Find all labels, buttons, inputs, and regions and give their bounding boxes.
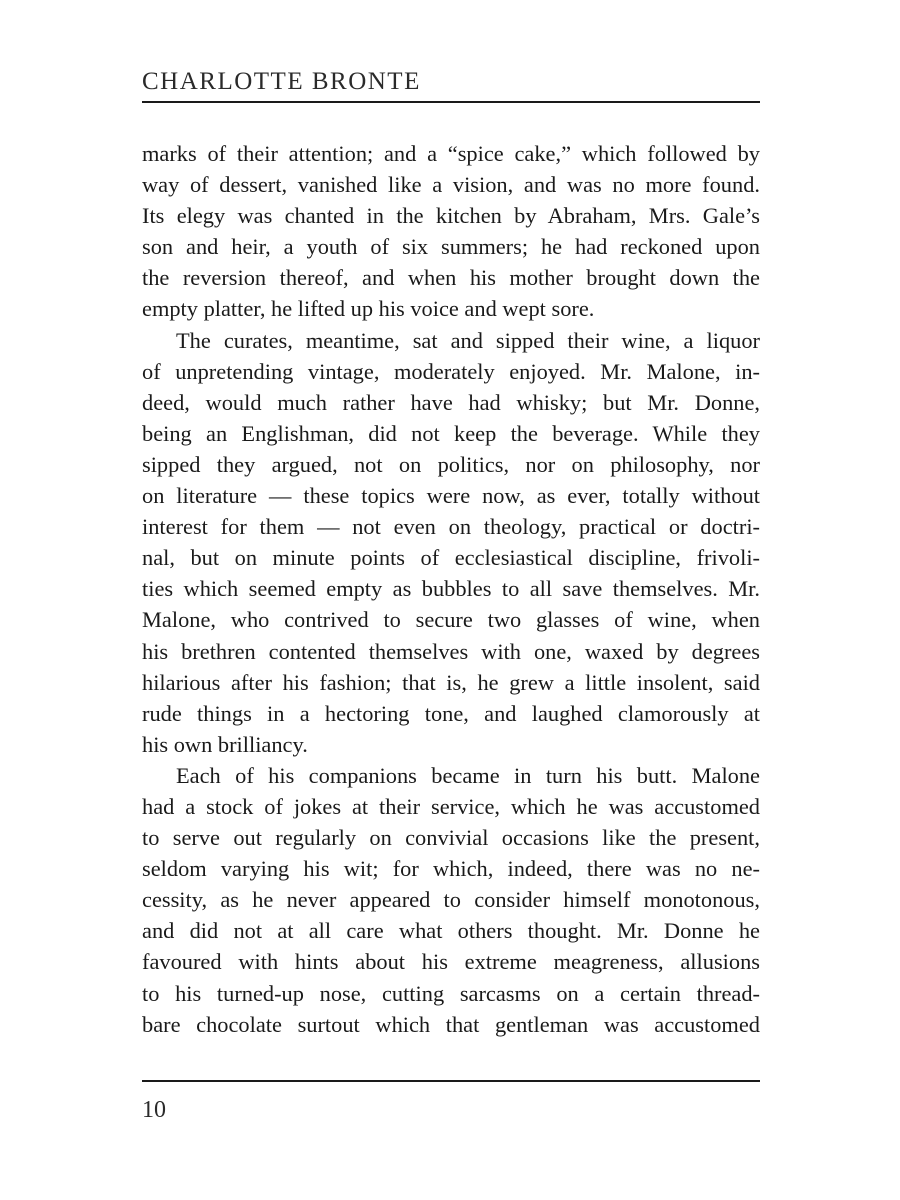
- text-line: ties which seemed empty as bubbles to all save themselves. Mr.: [142, 576, 760, 602]
- text-line: bare chocolate surtout which that gentleman was accustomed: [142, 1011, 760, 1037]
- book-page: [142, 0, 760, 1200]
- text-line: Each of his companions became in turn his butt. Malone: [176, 762, 760, 788]
- text-line: Malone, who contrived to secure two glasses of wine, when: [142, 607, 760, 633]
- text-line: deed, would much rather have had whisky; but Mr. Donne,: [142, 389, 760, 415]
- text-line: interest for them — not even on theology, practical or doctri-: [142, 514, 760, 540]
- text-line: The curates, meantime, sat and sipped their wine, a liquor: [176, 327, 760, 353]
- text-line: had a stock of jokes at their service, which he was accustomed: [142, 793, 760, 819]
- text-line: marks of their attention; and a “spice cake,” which followed by: [142, 141, 760, 166]
- text-line: cessity, as he never appeared to consider himself monotonous,: [142, 887, 760, 913]
- text-line: son and heir, a youth of six summers; he had reckoned upon: [142, 234, 760, 260]
- running-head-title: CHARLOTTE BRONTE: [142, 68, 421, 95]
- text-line: hilarious after his fashion; that is, he grew a little insolent, said: [142, 669, 760, 695]
- page-number: 10: [142, 1097, 166, 1123]
- text-line: seldom varying his wit; for which, indeed, there was no ne-: [142, 856, 760, 882]
- body-text: [142, 138, 760, 1040]
- text-line: to his turned-up nose, cutting sarcasms on a certain thread-: [142, 980, 760, 1006]
- footer-rule: [142, 1080, 760, 1082]
- text-line: rude things in a hectoring tone, and laughed clamorously at: [142, 700, 760, 726]
- text-line: his brethren contented themselves with one, waxed by degrees: [142, 638, 760, 664]
- text-line: the reversion thereof, and when his mother brought down the: [142, 265, 760, 291]
- header-rule: [142, 101, 760, 103]
- text-line: to serve out regularly on convivial occasions like the present,: [142, 825, 760, 851]
- text-line: his own brilliancy.: [142, 731, 308, 757]
- text-line: way of dessert, vanished like a vision, and was no more found.: [142, 172, 760, 198]
- text-line: Its elegy was chanted in the kitchen by Abraham, Mrs. Gale’s: [142, 203, 760, 229]
- text-line: favoured with hints about his extreme meagreness, allusions: [142, 949, 760, 975]
- text-line: nal, but on minute points of ecclesiastical discipline, frivoli-: [142, 545, 760, 571]
- text-line: sipped they argued, not on politics, nor on philosophy, nor: [142, 451, 760, 477]
- text-line: on literature — these topics were now, as ever, totally without: [142, 483, 760, 509]
- text-line: being an Englishman, did not keep the beverage. While they: [142, 420, 760, 446]
- text-line: empty platter, he lifted up his voice and wept sore.: [142, 296, 595, 322]
- text-line: of unpretending vintage, moderately enjoyed. Mr. Malone, in-: [142, 358, 760, 384]
- text-line: and did not at all care what others thought. Mr. Donne he: [142, 918, 760, 944]
